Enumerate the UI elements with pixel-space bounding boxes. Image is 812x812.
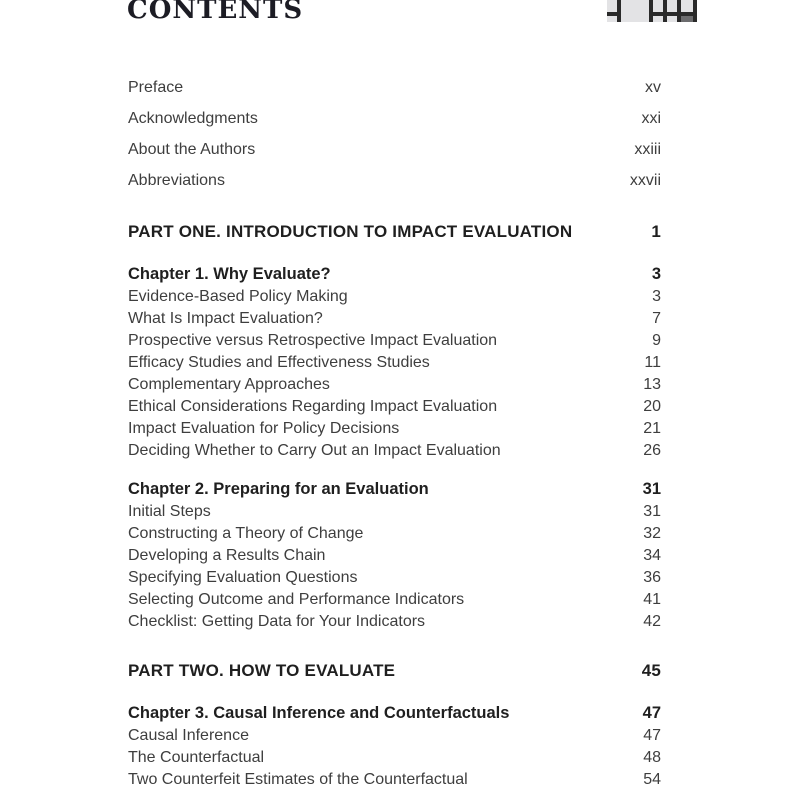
entry-page: xxi — [641, 110, 661, 127]
entry-page: 1 — [651, 222, 661, 241]
toc-front-entry — [128, 171, 661, 191]
entry-page: xxvii — [629, 172, 661, 189]
toc-chapter-heading — [128, 264, 661, 284]
toc-subentry — [128, 502, 661, 522]
entry-page: 48 — [643, 749, 661, 766]
entry-title: The Counterfactual — [128, 749, 265, 766]
entry-title: About the Authors — [128, 141, 256, 158]
entry-page: 13 — [643, 376, 661, 393]
entry-page: 26 — [643, 442, 661, 459]
entry-page: 9 — [652, 332, 661, 349]
toc-part-heading — [128, 222, 661, 242]
entry-title: Acknowledgments — [128, 110, 258, 127]
entry-title: Efficacy Studies and Effectiveness Studies — [128, 354, 430, 371]
toc-subentry — [128, 397, 661, 417]
toc-subentry — [128, 309, 661, 329]
entry-page: 47 — [643, 727, 661, 744]
toc-subentry — [128, 419, 661, 439]
entry-page: 47 — [642, 704, 661, 722]
entry-title: Chapter 3. Causal Inference and Counterfactuals — [128, 704, 510, 722]
entry-page: 31 — [642, 480, 661, 498]
toc-subentry — [128, 375, 661, 395]
toc-subentry — [128, 353, 661, 373]
toc-subentry — [128, 441, 661, 461]
entry-page: 34 — [643, 547, 661, 564]
toc-subentry — [128, 726, 661, 746]
entry-page: 32 — [643, 525, 661, 542]
entry-page: 31 — [643, 503, 661, 520]
entry-page: 21 — [643, 420, 661, 437]
toc-subentry — [128, 287, 661, 307]
entry-title: What Is Impact Evaluation? — [128, 310, 323, 327]
entry-page: xv — [645, 79, 661, 96]
grid-cell-accent — [681, 16, 693, 22]
entry-title: PART TWO. HOW TO EVALUATE — [128, 661, 396, 680]
toc-chapter-heading — [128, 479, 661, 499]
toc-subentry — [128, 546, 661, 566]
toc-front-entry — [128, 109, 661, 129]
entry-page: 54 — [643, 771, 661, 788]
entry-page: 3 — [651, 265, 661, 283]
entry-title: PART ONE. INTRODUCTION TO IMPACT EVALUATION — [128, 222, 573, 241]
entry-page: 7 — [652, 310, 661, 327]
toc-subentry — [128, 524, 661, 544]
grid-cell — [667, 0, 677, 22]
toc-front-entry — [128, 140, 661, 160]
toc-subentry — [128, 612, 661, 632]
entry-title: Causal Inference — [128, 727, 249, 744]
entry-page: 36 — [643, 569, 661, 586]
grid-cell — [681, 0, 693, 12]
entry-title: Ethical Considerations Regarding Impact Evaluation — [128, 398, 498, 415]
toc-front-entry — [128, 78, 661, 98]
toc-subentry — [128, 568, 661, 588]
entry-title: Chapter 2. Preparing for an Evaluation — [128, 480, 429, 498]
entry-title: Impact Evaluation for Policy Decisions — [128, 420, 400, 437]
entry-title: Chapter 1. Why Evaluate? — [128, 265, 331, 283]
entry-title: Prospective versus Retrospective Impact Evaluation — [128, 332, 498, 349]
entry-title: Abbreviations — [128, 172, 225, 189]
entry-page: 41 — [643, 591, 661, 608]
toc-part-heading — [128, 661, 661, 681]
entry-title: Selecting Outcome and Performance Indicators — [128, 591, 465, 608]
entry-title: Developing a Results Chain — [128, 547, 326, 564]
page-title: CONTENTS — [127, 0, 304, 25]
entry-title: Complementary Approaches — [128, 376, 330, 393]
table-of-contents — [128, 0, 661, 790]
entry-title: Checklist: Getting Data for Your Indicators — [128, 613, 426, 630]
entry-title: Constructing a Theory of Change — [128, 525, 364, 542]
entry-title: Preface — [128, 79, 184, 96]
entry-title: Specifying Evaluation Questions — [128, 569, 358, 586]
entry-title: Initial Steps — [128, 503, 211, 520]
entry-title: Two Counterfeit Estimates of the Counterfactual — [128, 771, 468, 788]
entry-page: 3 — [652, 288, 661, 305]
toc-subentry — [128, 590, 661, 610]
entry-page: 45 — [641, 661, 661, 680]
entry-title: Deciding Whether to Carry Out an Impact Evaluation — [128, 442, 501, 459]
entry-page: xxiii — [634, 141, 661, 158]
toc-subentry — [128, 331, 661, 351]
entry-page: 42 — [643, 613, 661, 630]
entry-title: Evidence-Based Policy Making — [128, 288, 348, 305]
entry-page: 11 — [644, 354, 661, 371]
toc-chapter-heading — [128, 703, 661, 723]
grid-bar — [693, 0, 697, 22]
toc-subentry — [128, 748, 661, 768]
entry-page: 20 — [643, 398, 661, 415]
toc-subentry — [128, 770, 661, 790]
